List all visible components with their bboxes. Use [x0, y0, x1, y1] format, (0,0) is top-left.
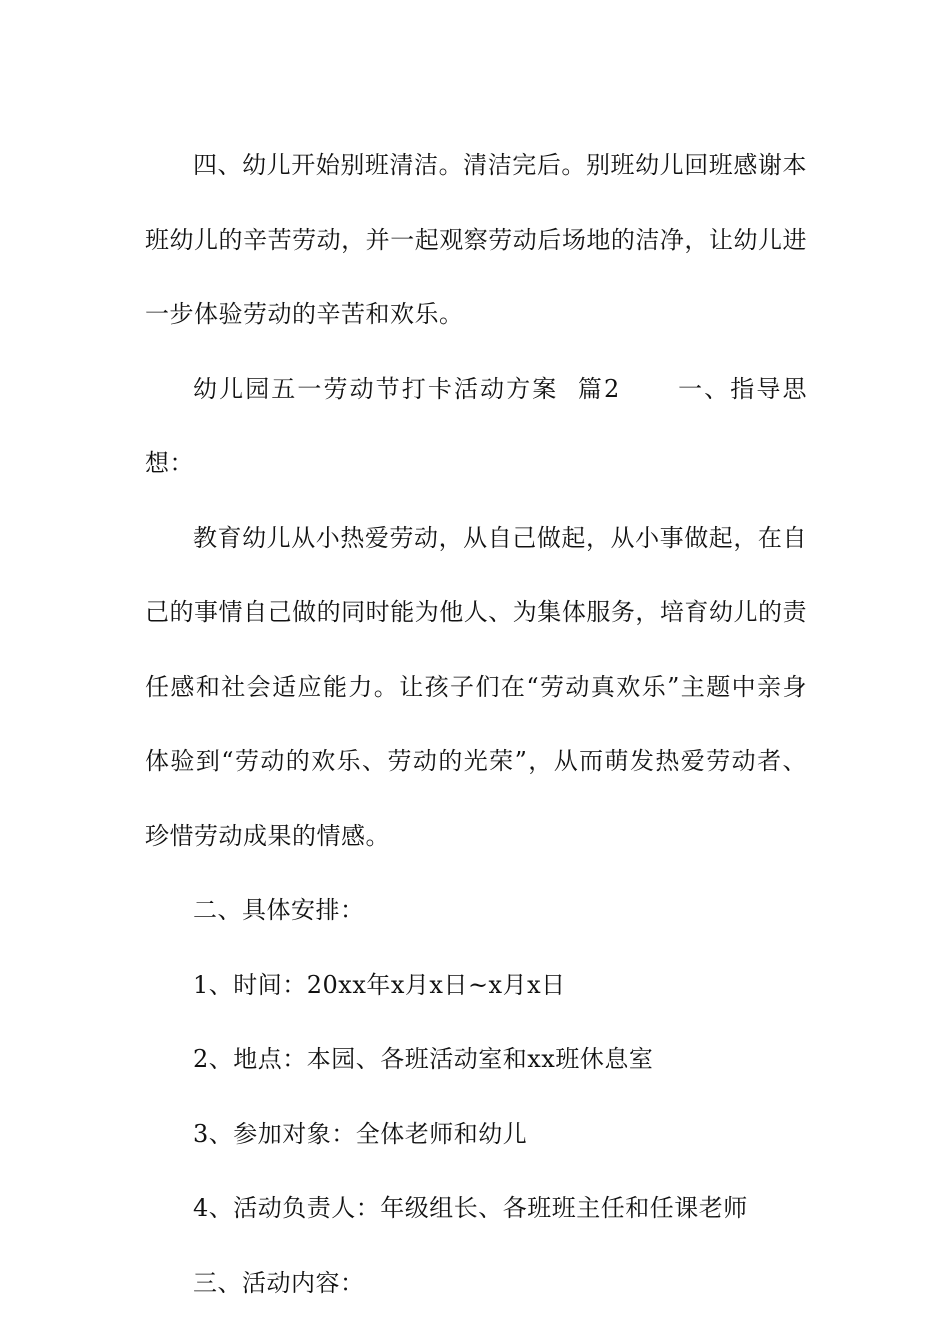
document-body	[145, 128, 807, 1320]
paragraph-time: 1、时间：20xx年x月x日~x月x日	[193, 970, 566, 999]
paragraph-cleaning: 四、幼儿开始别班清洁。清洁完后。别班幼儿回班感谢本班幼儿的辛苦劳动，并一起观察劳动后场地的洁净，让幼儿进一步体验劳动的辛苦和欢乐。	[145, 151, 807, 328]
paragraph-location: 2、地点：本园、各班活动室和xx班休息室	[193, 1045, 654, 1073]
paragraph-guiding-thought: 教育幼儿从小热爱劳动，从自己做起，从小事做起，在自己的事情自己做的同时能为他人、为集体服务，培育幼儿的责任感和社会适应能力。让孩子们在“劳动真欢乐”主题中亲身体验到“劳动的欢乐、劳动的光荣”，从而萌发热爱劳动者、珍惜劳动成果的情感。	[145, 523, 807, 850]
paragraph-plan-heading: 幼儿园五一劳动节打卡活动方案 篇2 一、指导思想：	[145, 374, 807, 477]
paragraph-participants: 3、参加对象：全体老师和幼儿	[193, 1119, 528, 1148]
paragraph-arrangement-heading: 二、具体安排：	[193, 896, 365, 924]
paragraph-content-heading: 三、活动内容：	[193, 1268, 365, 1297]
paragraph-responsible: 4、活动负责人：年级组长、各班班主任和任课老师	[193, 1194, 748, 1222]
